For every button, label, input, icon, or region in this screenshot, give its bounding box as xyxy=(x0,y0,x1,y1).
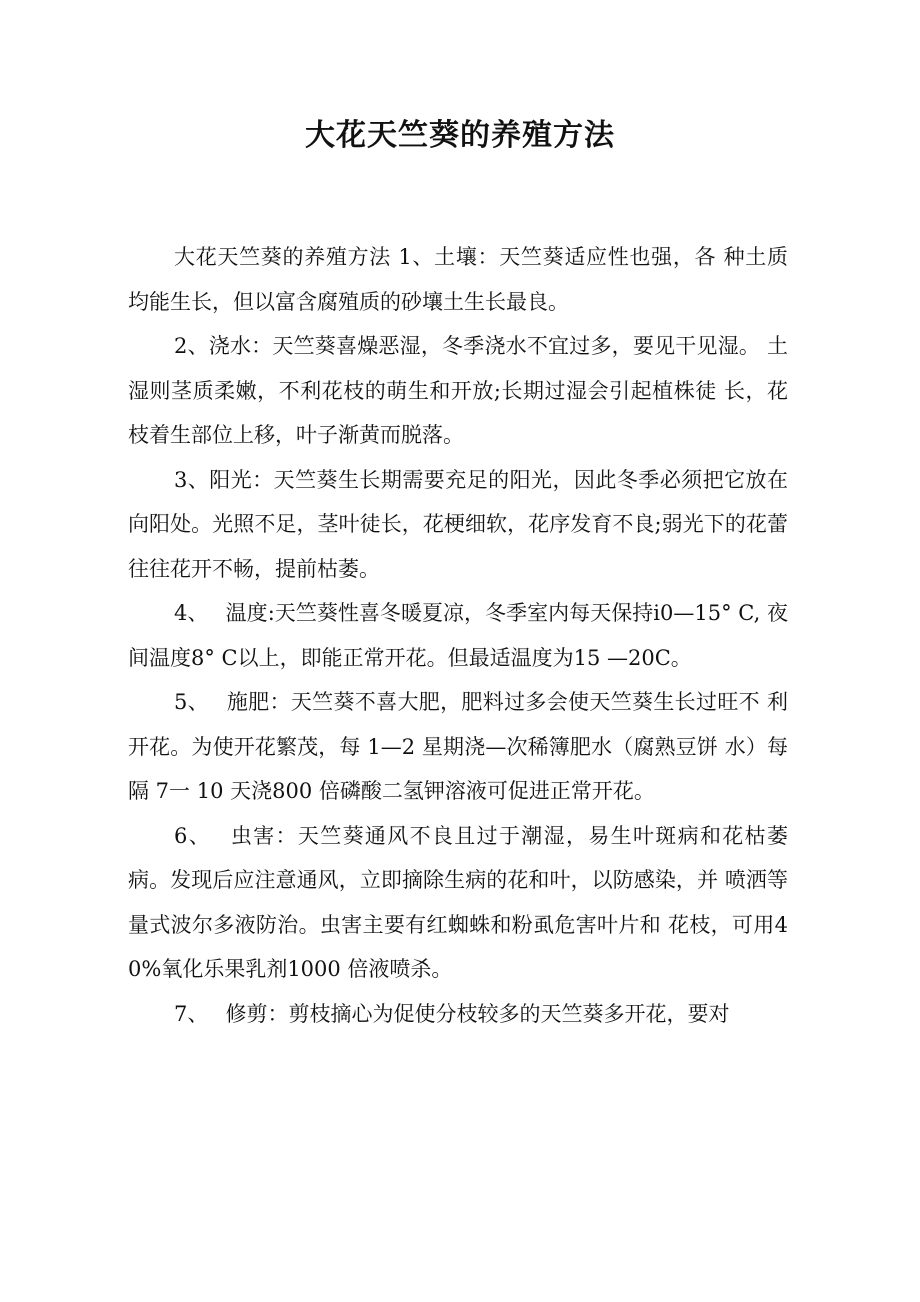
paragraph-fertilizing: 5、 施肥：天竺葵不喜大肥，肥料过多会使天竺葵生长过旺不 利开花。为使开花繁茂，每 1—2 星期浇—次稀簿肥水（腐熟豆饼 水）每隔 7一 10 天浇800 倍磷酸二氢钾溶液可促进正常开花。 xyxy=(128,690,788,803)
paragraph-sunlight: 3、阳光：天竺葵生长期需要充足的阳光，因此冬季必须把它放在向阳处。光照不足，茎叶徒长，花梗细软，花序发育不良;弱光下的花蕾往往花开不畅，提前枯萎。 xyxy=(128,467,788,581)
paragraph-pruning: 7、 修剪：剪枝摘心为促使分枝较多的天竺葵多开花，要对 xyxy=(174,1001,730,1026)
paragraph-watering: 2、浇水：天竺葵喜燥恶湿，冬季浇水不宜过多，要见干见湿。 土湿则茎质柔嫩，不利花枝的萌生和开放;长期过湿会引起植株徒 长，花枝着生部位上移，叶子渐黄而脱落。 xyxy=(128,334,788,447)
document-body xyxy=(128,235,788,1036)
document-title: 大花天竺葵的养殖方法 xyxy=(305,118,615,153)
paragraph-soil: 大花天竺葵的养殖方法 1、土壤：天竺葵适应性也强，各 种土质均能生长，但以富含腐殖质的砂壤土生长最良。 xyxy=(128,245,788,314)
paragraph-temperature: 4、 温度:天竺葵性喜冬暖夏凉，冬季室内每天保持i0—15° C, 夜间温度8° C以上，即能正常开花。但最适温度为15 —20C。 xyxy=(128,601,788,670)
paragraph-pests: 6、 虫害：天竺葵通风不良且过于潮湿，易生叶斑病和花枯萎 病。发现后应注意通风，立即摘除生病的花和叶，以防感染，并 喷洒等量式波尔多液防治。虫害主要有红蜘蛛和粉虱危害叶片和 花枝，可用40%氧化乐果乳剂1000 倍液喷杀。 xyxy=(128,823,788,981)
